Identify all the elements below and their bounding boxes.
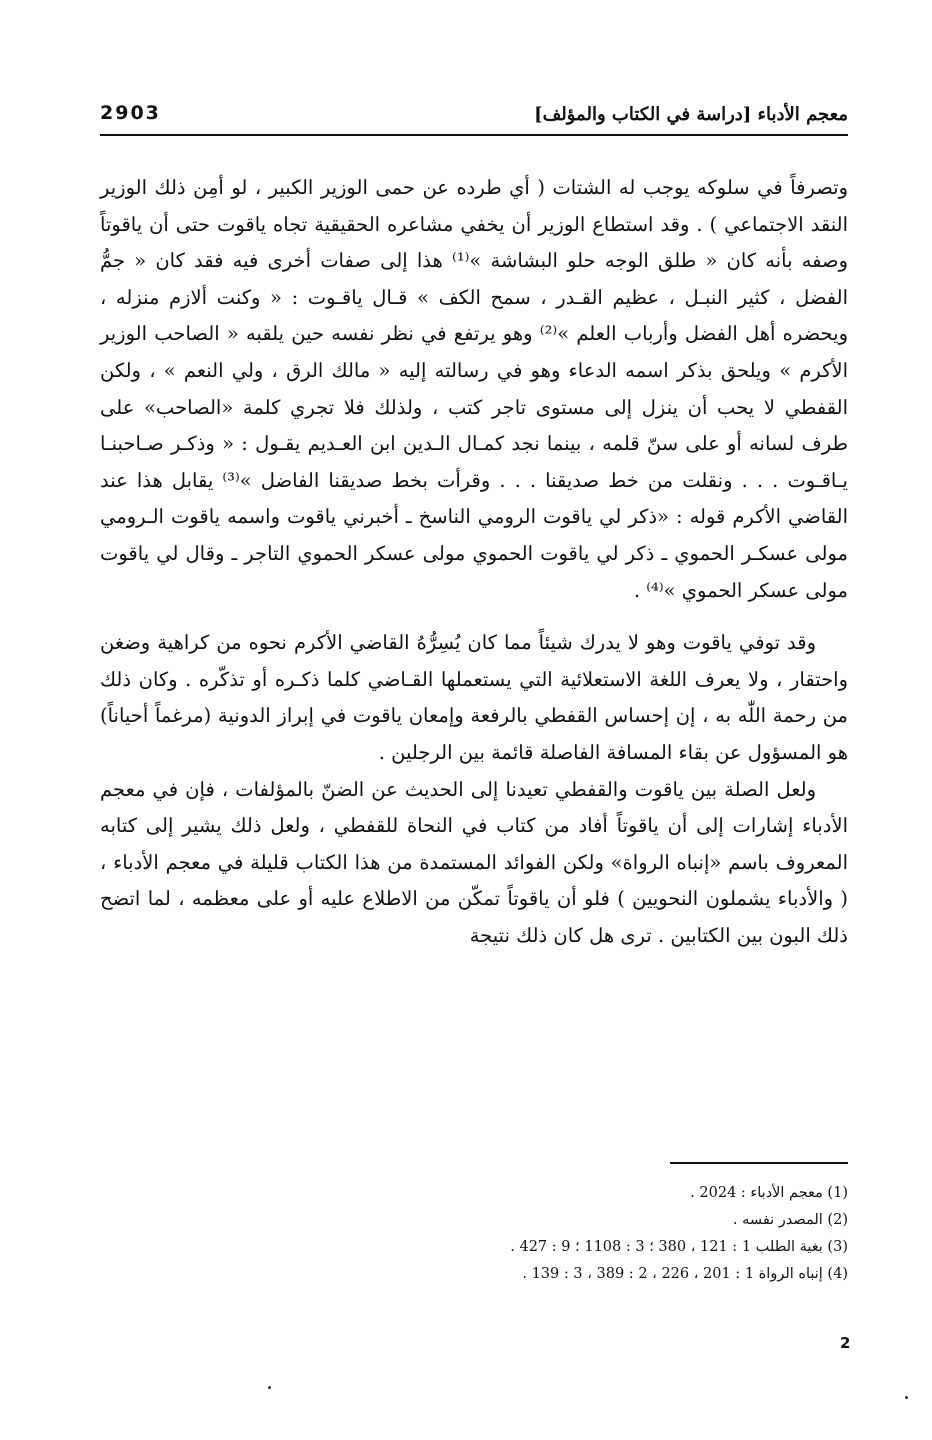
footnote-separator [670, 1162, 848, 1164]
paragraph-2: وقد توفي ياقوت وهو لا يدرك شيئاً مما كان يُسِرُّهُ القاضي الأكرم نحوه من كراهية وضغن واحتقار ، ولا يعرف اللغة الاستعلائية التي يستعملها القـاضي كلما ذكـره أو تذكّره . وكان ذلك من رحمة اللّٰه به ، إن إحساس القفطي بالرفعة وإمعان ياقوت في إبراز الدونية (مرغماً أحياناً) هو المسؤول عن بقاء المسافة الفاصلة قائمة بين الرجلين . [100, 631, 848, 764]
paragraph-1: وتصرفاً في سلوكه يوجب له الشتات ( أي طرده عن حمى الوزير الكبير ، لو أمِن ذلك الوزير النقد الاجتماعي ) . وقد استطاع الوزير أن يخفي مشاعره الحقيقية تجاه ياقوت حتى أن ياقوتاً وصفه بأنه كان « طلق الوجه حلو البشاشة »⁽¹⁾ هذا إلى صفات أخرى فيه فقد كان « جمُّ الفضل ، كثير النبـل ، عظيم القـدر ، سمح الكف » قـال ياقـوت : « وكنت ألازم منزله ، ويحضره أهل الفضل وأرباب العلم »⁽²⁾ وهو يرتفع في نظر نفسه حين يلقبه « الصاحب الوزير الأكرم » ويلحق بذكر اسمه الدعاء وهو في رسالته إليه « مالك الرق ، ولي النعم » ، ولكن القفطي لا يحب أن ينزل إلى مستوى تاجر كتب ، ولذلك فلا تجري كلمة «الصاحب» على طرف لسانه أو على سنّ قلمه ، بينما نجد كمـال الـدين ابن العـديم يقـول : « وذكـر صـاحبنـا يـاقـوت . . . ونقلت من خط صديقنا . . . وقرأت بخط صديقنا الفاضل »⁽³⁾ يقابل هذا عند القاضي الأكرم قوله : «ذكر لي ياقوت الرومي الناسخ ـ أخبرني ياقوت واسمه ياقوت الـرومي مولى عسكـر الحموي ـ ذكر لي ياقوت الحموي مولى عسكر الحموي التاجر ـ وقال لي ياقوت مولى عسكر الحموي »⁽⁴⁾ . [100, 176, 848, 602]
footnote-1: (1) معجم الأدباء : 2024 . [690, 1185, 848, 1201]
page-header [100, 100, 848, 136]
sheet-number: 2 [840, 1334, 851, 1352]
paragraph-3: ولعل الصلة بين ياقوت والقفطي تعيدنا إلى الحديث عن الضنّ بالمؤلفات ، فإن في معجم الأدباء إشارات إلى أن ياقوتاً أفاد من كتاب في النحاة للقفطي ، ولعل ذلك يشير إلى كتابه المعروف باسم «إنباه الرواة» ولكن الفوائد المستمدة من هذا الكتاب قليلة في معجم الأدباء ، ( والأدباء يشملون النحويين ) فلو أن ياقوتاً تمكّن من الاطلاع عليه أو على معظمه ، لما اتضح ذلك البون بين الكتابين . ترى هل كان ذلك نتيجة [100, 777, 848, 947]
running-title: معجم الأدباء [دراسة في الكتاب والمؤلف] [534, 104, 848, 125]
page-number: 2903 [100, 102, 161, 124]
footnote-4: (4) إنباه الرواة 1 : 201 ، 226 ، 2 : 389 ، 3 : 139 . [522, 1266, 848, 1282]
footnotes [330, 1180, 848, 1288]
scan-speck [268, 1386, 271, 1389]
body-text [100, 170, 848, 954]
scan-speck [905, 1396, 908, 1399]
footnote-3: (3) بغية الطلب 1 : 121 ، 380 ؛ 3 : 1108 ؛ 9 : 427 . [510, 1239, 848, 1255]
footnote-2: (2) المصدر نفسه . [732, 1212, 848, 1228]
